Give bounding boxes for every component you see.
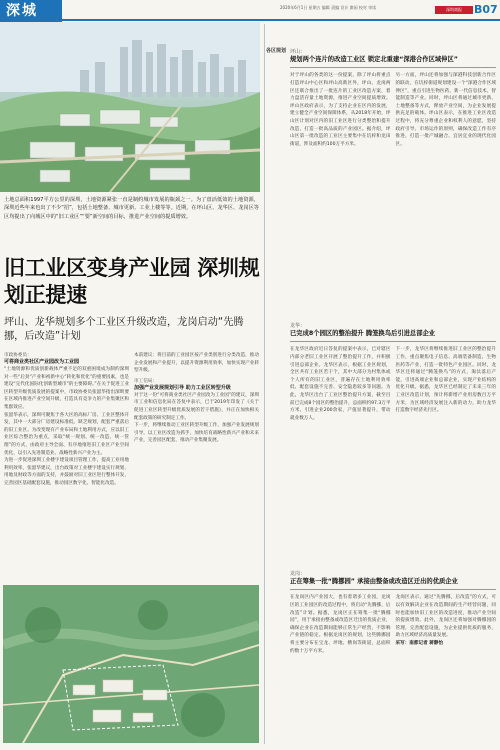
- author-byline: 采写：南都记者 蒋静怡: [395, 640, 444, 646]
- section-rule: [290, 589, 496, 590]
- header-rule: [62, 19, 500, 21]
- right-column-label: 各区规划: [266, 48, 287, 54]
- column-divider: [264, 24, 265, 744]
- city-skyline-illustration: [0, 22, 260, 192]
- article-paragraph: 在龙华区政府近日答复的提案中表示，已对辖区内部分老旧工业区开展了整治提升工作，并积极引进总部企业。龙华区表示，根据工业区规划，全区共有工业区若干个，其中大部分为村集体或个人所有的旧工业区，普遍存在土地利用效率低、配套设施不完善、安全隐患较多等问题。为此，龙华区出台了工业区整治提升方案，截至目前已完成8个园区的整治提升，总面积约97.3万平方米，引进企业200余家，产值显著提升，带动就业数万人。: [290, 347, 391, 421]
- article-paragraph: 对于坪山的各类的这一份提案，除了坪山将重点打造坪山中心区和坪山高新区外，坪山、龙岗两区还联合推出了一批连片的工业区改造方案，着力盘活存量土地资源，推进产业空间提质增效。坪山区政府表示，为了支持企业在区内的发展，建立健全产业空间保障体系，从2018年开始，坪山区计划对区内的旧工业区进行分类整治和提升改造，打造一批高品质的产业园区。据介绍，坪山区第一批改造的工业区主要集中在坑梓和龙田街道，涉及面积约100万平方米。: [290, 73, 391, 147]
- main-subheadline: 坪山、龙华规划多个工业区升级改造，龙岗启动“先腾挪，后改造”计划: [4, 317, 244, 342]
- article-paragraph: 张韶华表示，深圳可聚焦于各大区的高标厂房、工业区整体开发，其中一大部分厂房建设标准低，缺乏规划，配套严重落后的旧工业区。为改变现有产业布局和土地利用方式，应以旧工业区综合整治为重点，采取“统一规划、统一改造、统一管理”的方式，由政府主导全面、有序地推进旧工业区产业空间优化，以引入先进制造业、战略性新兴产业为主。: [4, 412, 129, 456]
- lower-left-column-1: [4, 352, 129, 488]
- lower-left-column-2: [134, 352, 259, 445]
- section-columns: [290, 594, 496, 655]
- hero-caption: 土地总面积1997平方公里的深圳，土地资源紧张一直是制约城市发展的瓶颈之一。为了盘活低效的土地资源，深圳近些年来也出了不少“招”，包括土地整备、城市更新、工业上楼等等。近期，在坪山区、龙华区、龙岗区等区均提出了向城区中的“旧工业区”“要”新空间的目标，推进产业空间的提质增效。: [4, 197, 259, 220]
- article-paragraph: 对于这一份“可将商业类社区产业园改为工业园”的建议，深圳市工业和信息化局在答复中表示，已于2019年印发了《关于促进工业区转型升级优质发展的若干措施》，并正在加快相关配套政策的研究制定工作。: [134, 392, 259, 421]
- section-label: 市政协委员：: [4, 353, 32, 358]
- article-column: [396, 594, 497, 655]
- district-tag: 龙华：: [290, 323, 306, 329]
- article-paragraph: 下一步，龙华区将继续推进旧工业区的整治提升工作，重点聚焦电子信息、高端装备制造、生物医药等产业，打造一批特色产业园区。同时，龙华区还将通过“腾笼换鸟”的方式，淘汰落后产能，引进高端企业和总部企业，实现产业结构的优化升级。据悉，龙华区已经制定了未来三年的工业区改造计划，预计将新增产业用房数百万平方米，为区域经济发展注入新的动力，助力龙华打造数字经济先行区。: [395, 347, 496, 414]
- section-rule: [290, 341, 496, 342]
- article-paragraph: 下一步，将继续推动工业区转型升级工作，加强产业发展规划引导，以工业区改造为抓手，加快培育战略性新兴产业和未来产业，完善园区配套，推动产业集聚发展。: [134, 423, 259, 444]
- article-paragraph: “土地资源和优质创新载体严重不足的双重困境成为制约深圳对一些“后劲”产业和初新中心“转化和优化”的重要因素，也是建设“完代化国际化创新型城市”的主要障碍。”在关于促进工业区转型升级优质发展的提案中，市政协委员张韶华指出深圳要在区域内推进产业空间升级，打造具有竞争力的产业集聚区和集群效应。: [4, 367, 129, 410]
- map-illustration: [3, 585, 259, 743]
- longhua-section: [290, 322, 496, 422]
- section-columns: [290, 72, 496, 148]
- page-header: [0, 0, 500, 22]
- header-info: 2020年6月1日 星期五 编辑 责编 设计 廖园 校对 审读: [280, 5, 377, 10]
- district-tag: 坪山：: [290, 49, 306, 55]
- article-paragraph: 另一方面，坪山还将加强与深港科技创新合作区的联动，在坑梓街道规划建设一个“深港合作区域伸区”，重点引进生物医药、新一代信息技术、智能制造等产业。同时，坪山区将通过城市更新、土地整备等方式，释放产业空间，为企业发展提供充足的载体。坪山区表示，在推进工业区改造过程中，将充分尊重企业和权利人的意愿，坚持政府引导、市场运作的原则，确保改造工作有序推进，打造一批产城融合、宜居宜业的现代化园区。: [395, 73, 496, 147]
- district-tag: 龙岗：: [290, 571, 306, 577]
- pingshan-section: [290, 48, 496, 148]
- article-paragraph: 在龙岗区内产业园大，也有着诸多工业园，龙岗区的工业园区的改造过程中，将启动“先腾挪，后改造”计划。据悉，龙岗区正在筹集一批“腾挪园”，用于承接由整备或改造区迁出的优质企业，确保企业在改造期间能够正常生产经营，不影响产业链的稳定。根据龙岗区的规划，这些腾挪园将主要分布在宝龙、坪地、横岗等街道，总面积约数十万平方米。: [290, 595, 391, 654]
- page-number: B07: [474, 3, 498, 16]
- section-title: 规划两个连片的改造工业区 锁定北重建“深港合作区域伸区”: [290, 56, 458, 63]
- article-paragraph: 为进一步促进深圳工业楼宇建设项目管理工作，提高工业用地利用效率，张韶华建议，出台政策对工业楼宇建设实行规划、用地及财政等方面的支持，并鼓励对旧工业区进行整体开发，完善园区基础配套设施，推动园区数字化、智能化改造。: [4, 458, 129, 486]
- article-paragraph: 龙岗区表示，通过“先腾挪，后改造”的方式，可以有效解决企业在改造期间的生产经营问题，同时也能加快旧工业区的改造进度，推动产业空间的提质增效。此外，龙岗区还将加强对腾挪园的管理，完善配套设施，为企业提供优质的服务，助力区域经济高质量发展。: [395, 595, 496, 639]
- section-title: 正在筹集一批“腾挪园” 承接由整备或改造区迁出的优质企业: [290, 578, 458, 585]
- section-rule: [290, 67, 496, 68]
- hero-photo: [0, 22, 260, 192]
- longgang-section: [290, 570, 496, 655]
- section-tab: 深城: [0, 0, 62, 22]
- district-map: [3, 585, 259, 743]
- main-headline: 旧工业区变身产业园 深圳规划正提速: [4, 256, 260, 307]
- article-paragraph: 本前建议：将目前的工业园区按产业类别进行分类改造，推动企业发展和产业提升，以提升资源利用效率，加快实现产业转型升级。: [134, 353, 259, 374]
- header-badge: 深圳商报: [435, 6, 473, 14]
- section-columns: [290, 346, 496, 422]
- section-heading: 加强产业发展规划引导 助力工业区转型升级: [134, 384, 231, 391]
- section-title: 已完成8个园区的整治提升 腾笼换鸟后引进总部企业: [290, 330, 436, 337]
- section-label: 市工信局：: [134, 378, 157, 384]
- section-heading: 可将商业类社区产业园改为工业园: [4, 359, 80, 365]
